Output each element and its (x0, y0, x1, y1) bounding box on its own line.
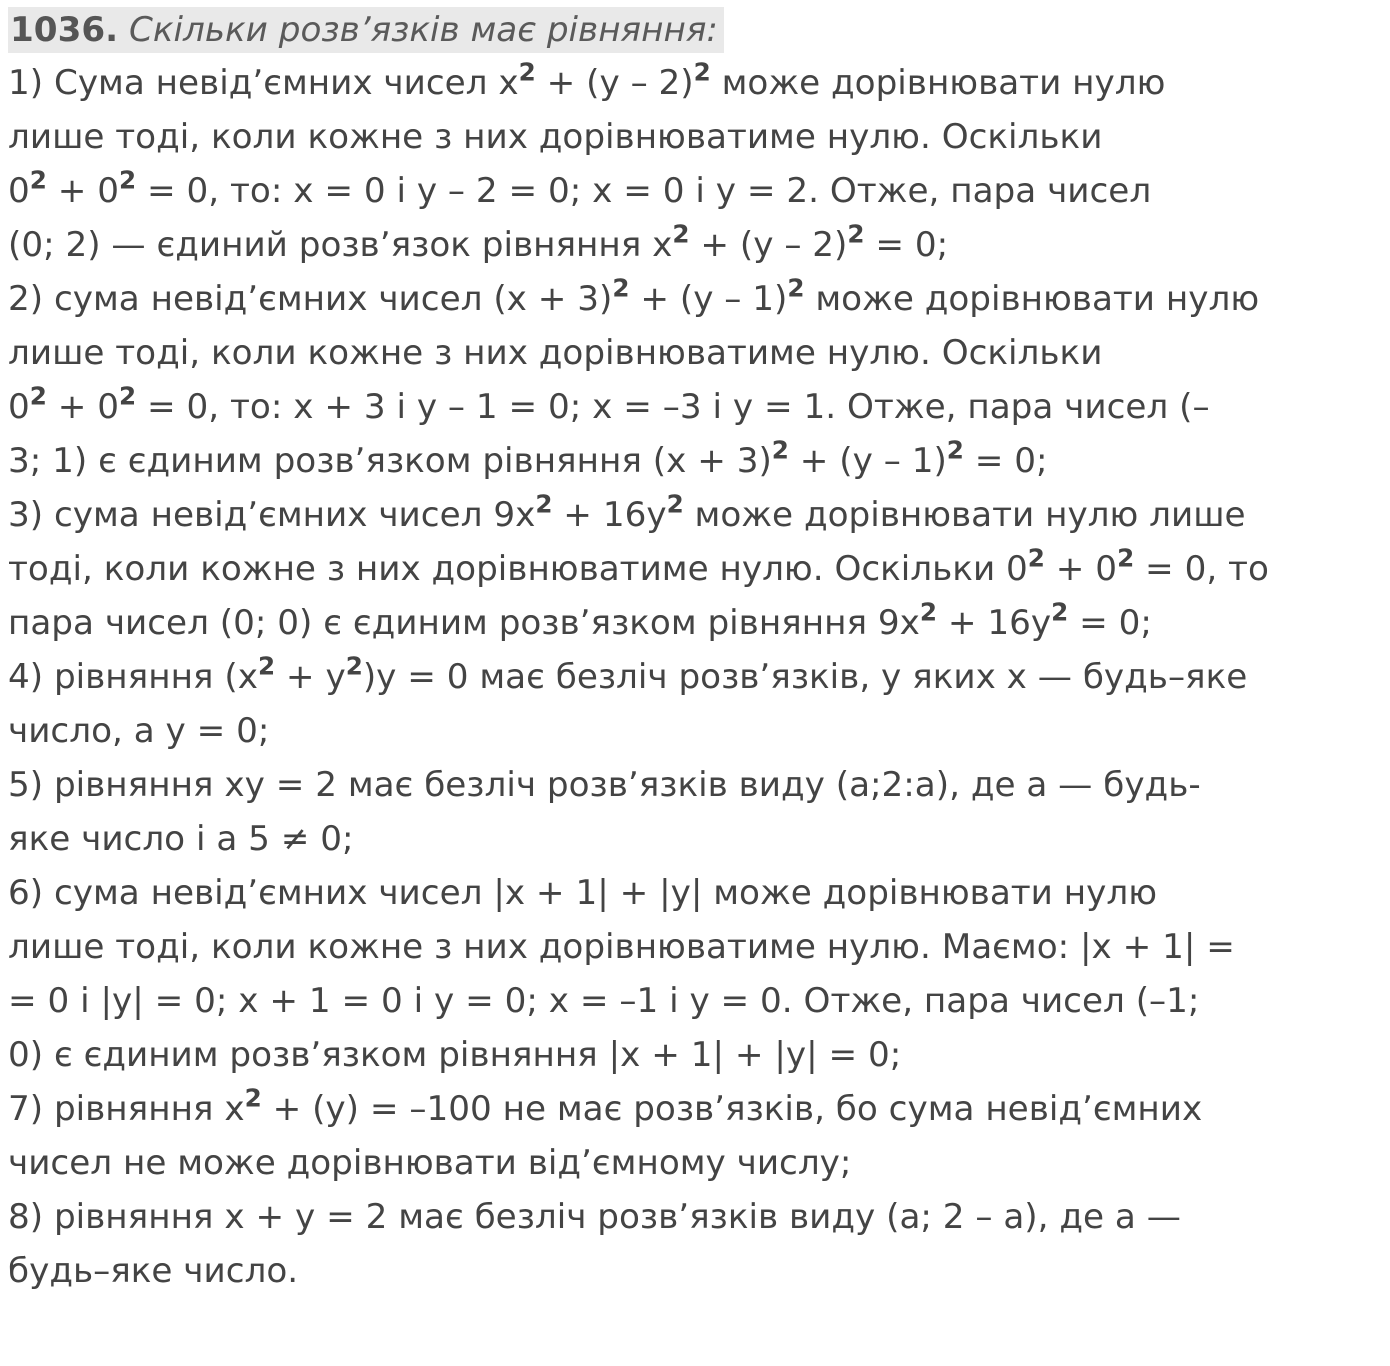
exponent: 2 (672, 219, 690, 249)
solution-item (8, 272, 1384, 488)
exponent: 2 (29, 381, 47, 411)
solution-items (8, 56, 1384, 1298)
solution-line: 2) сума невід’ємних чисел $(x + 3)^2 + (y - 1)^2$ може дорівнювати нулю (8, 273, 1260, 319)
task-title: Скільки розв’язків має рівняння: (129, 10, 718, 50)
solution-line: $0^2 + 0^2 = 0$, то: x + 3 і y – 1 = 0; x = –3 і y = 1. Отже, пара чисел (– (8, 381, 1210, 427)
solution-line: = 0 і |y| = 0; x + 1 = 0 і y = 0; x = –1 і y = 0. Отже, пара чисел (–1; (8, 981, 1200, 1021)
solution-line: 4) рівняння $(x^2 + y^2)y = 0$ має безліч розв’язків, у яких x — будь–яке (8, 651, 1248, 697)
solution-line: 6) сума невід’ємних чисел |x + 1| + |y| може дорівнювати нулю (8, 873, 1157, 913)
solution-line: будь–яке число. (8, 1251, 299, 1291)
solution-item (8, 56, 1384, 272)
exponent: 2 (535, 489, 553, 519)
solution-line: $0^2 + 0^2 = 0$, то: x = 0 і y – 2 = 0; x = 0 і y = 2. Отже, пара чисел (8, 165, 1152, 211)
task-header-highlight (8, 7, 724, 53)
solution-line: 8) рівняння x + y = 2 має безліч розв’язків виду (a; 2 – a), де a — (8, 1197, 1181, 1237)
exponent: 2 (771, 435, 789, 465)
solution-line: число, а y = 0; (8, 711, 270, 751)
exponent: 2 (244, 1083, 262, 1113)
exponent: 2 (257, 651, 276, 681)
solution-line: (0; 2) — єдиний розв’язок рівняння $x^2 + (y - 2)^2 = 0$; (8, 219, 949, 265)
solution-line: 7) рівняння $x^2 + (y) = -100$ не має розв’язків, бо сума невід’ємних (8, 1083, 1203, 1129)
exponent: 2 (787, 273, 805, 303)
solution-item (8, 758, 1384, 866)
task-header (8, 4, 1384, 56)
exponent: 2 (666, 489, 684, 519)
solution-item (8, 488, 1384, 650)
solution-item (8, 650, 1384, 758)
exponent: 2 (119, 165, 137, 195)
exponent: 2 (119, 381, 137, 411)
exponent: 2 (693, 57, 711, 87)
exponent: 2 (919, 597, 937, 627)
solution-item (8, 1190, 1384, 1298)
exponent: 2 (946, 435, 964, 465)
solution-line: тоді, коли кожне з них дорівнюватиме нулю. Оскільки $0^2 + 0^2 = 0$, то (8, 543, 1269, 589)
solution-line: яке число і a 5 ≠ 0; (8, 819, 354, 859)
exponent: 2 (1051, 597, 1069, 627)
exponent: 2 (847, 219, 865, 249)
solution-page (8, 4, 1384, 1298)
solution-line: лише тоді, коли кожне з них дорівнюватиме нулю. Оскільки (8, 333, 1103, 373)
exponent: 2 (518, 57, 536, 87)
solution-line: 1) Сума невід’ємних чисел $x^2 + (y - 2)^2$ може дорівнювати нулю (8, 57, 1166, 103)
exponent: 2 (1117, 543, 1135, 573)
solution-item (8, 866, 1384, 1082)
solution-line: 0) є єдиним розв’язком рівняння |x + 1| + |y| = 0; (8, 1035, 902, 1075)
solution-line: 3) сума невід’ємних чисел $9x^2 + 16y^2$ може дорівнювати нулю лише (8, 489, 1246, 535)
task-number: 1036. (10, 10, 119, 50)
solution-line: 3; 1) є єдиним розв’язком рівняння $(x + 3)^2 + (y - 1)^2 = 0$; (8, 435, 1048, 481)
solution-line: пара чисел (0; 0) є єдиним розв’язком рівняння $9x^2 + 16y^2 = 0$; (8, 597, 1152, 643)
exponent: 2 (612, 273, 630, 303)
exponent: 2 (29, 165, 47, 195)
exponent: 2 (345, 651, 363, 681)
solution-item (8, 1082, 1384, 1190)
solution-line: лише тоді, коли кожне з них дорівнюватиме нулю. Оскільки (8, 117, 1103, 157)
solution-line: чисел не може дорівнювати від’ємному числу; (8, 1143, 852, 1183)
solution-line: 5) рівняння xy = 2 має безліч розв’язків виду (a;2:a), де a — будь- (8, 765, 1201, 805)
solution-line: лише тоді, коли кожне з них дорівнюватиме нулю. Маємо: |x + 1| = (8, 927, 1235, 967)
exponent: 2 (1027, 543, 1045, 573)
